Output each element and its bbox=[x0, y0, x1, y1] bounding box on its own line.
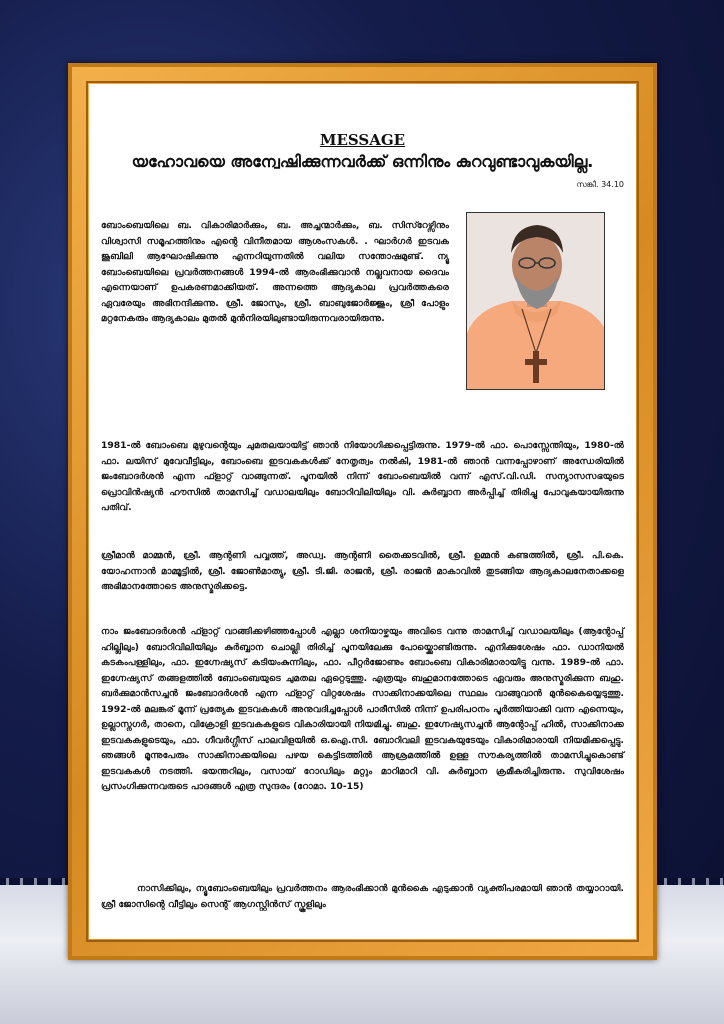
paragraph-leaders: ശ്രീമാൻ മാമ്മൻ, ശ്രീ. ആന്റണി പവ്വത്ത്, അഡ്വ. ആന്റണി തൈക്കടവിൽ, ശ്രീ. ഉമ്മൻ കണ്ടത്തിൽ, ശ്രീ. പി.കെ. യോഹന്നാൻ മാമ്മൂട്ടിൽ, ശ്രീ. ജോൺമാത്യു, ശ്രീ. ടി.ജി. രാജൻ, ശ്രീ. രാജൻ മാകാവിൽ തുടങ്ങിയ ആദ്യകാലനേതാക്കളെ അഭിമാനത്തോടെ അനുസ്മരിക്കട്ടെ. bbox=[101, 550, 624, 592]
paragraph-parishes: നാം ജംബോദർശൻ ഫ്ളാറ്റ് വാങ്ങിക്കഴിഞ്ഞപ്പോൾ എല്ലാ ശനിയാഴ്ചയും അവിടെ വന്നു താമസിച്ച് വഡാലയിലും (ആന്റോപ്പ് ഹില്ലിലും) ബോറിവിലിയിലും കുർബ്ബാന ചൊല്ലി തിരിച്ച് പൂനയിലേക്കു പോയ്ക്കൊണ്ടിരുന്നു. എനിക്കുശേഷം ഫാ. ഡാനിയൽ കടകംപള്ളിലും, ഫാ. ഇഗ്നേഷ്യസ് കടിയംകുന്നിലും, ഫാ. പീറ്റർജോണും ബോംബെ വികാരിമാരായിട്ടു വന്നു. 1989-ൽ ഫാ. ഇഗ്നേഷ്യസ് തങ്ങളത്തിൽ ബോംബെയുടെ ചുമതല ഏറ്റെടുത്തു. എത്രയും ബഹുമാനത്തോടെ ഏവരും അനുസ്മരിക്കുന്ന ബഹു. ബർക്കുമാൻസച്ചൻ ജംബോദർശൻ എന്ന ഫ്ളാറ്റ് വിറ്റശേഷം സാക്കിനാക്കയിലെ സ്ഥലം വാങ്ങുവാൻ മുൻകൈയ്യെടുത്തു. 1992-ൽ മലങ്കര് മൂന്ന് പ്രത്യേക ഇടവകകൾ അനുവദിച്ചപ്പോൾ പാരീസിൽ നിന്ന് ഉപരിപഠനം പൂർത്തിയാക്കി വന്ന എന്നെയും, ഉല്ലാസ്നഗർ, താനെ, വിക്രോളി ഇടവകകളുടെ വികാരിയായി നിയമിച്ചു. ബഹു. ഇഗ്നേഷ്യസച്ചൻ ആന്റോപ്പ് ഹിൽ, സാക്കിനാക്ക ഇടവകകളുടെയും, ഫാ. ഗീവർഗ്ഗീസ് പാലവിളയിൽ ഒ.ഐ.സി. ബോറിവലി ഇടവകയുടേയും വികാരിമാരായി നിയമിക്കപ്പെട്ടു. ഞങ്ങൾ മൂന്നുപേരും സാക്കിനാക്കയിലെ പഴയ കെട്ടിടത്തിൽ ആശ്രമത്തിൽ ഉള്ള സൗകര്യത്തിൽ താമസിച്ചുകൊണ്ട് ഇടവകകൾ നടത്തി. ഭയന്തറിലും, വസായ് റോഡിലും മറ്റും മാറിമാറി വി. കുർബ്ബാന ക്രമീകരിച്ചിരുന്നു. സുവിശേഷം പ്രസംഗിക്കുന്നവരുടെ പാദങ്ങൾ എത്ര സുന്ദരം (റോമാ. 10-15) bbox=[101, 626, 624, 792]
bishop-photo bbox=[466, 212, 605, 390]
gold-frame bbox=[68, 63, 657, 960]
paragraph-nasik: നാസിക്കിലും, ന്യൂബോംബെയിലും പ്രവർത്തനം ആരംഭിക്കാൻ മുൻകൈ എടുക്കാൻ വ്യക്തിപരമായി ഞാൻ തയ്യാറായി. ശ്രീ ജോസിന്റെ വീട്ടിലും സെന്റ് ആഗസ്റ്റിൻസ് സ്കൂളിലും bbox=[101, 883, 624, 910]
message-page bbox=[89, 84, 636, 939]
message-subtitle: യഹോവയെ അന്വേഷിക്കുന്നവർക്ക് ഒന്നിനും കുറവുണ്ടാവുകയില്ല. bbox=[131, 152, 594, 171]
portrait-illustration bbox=[467, 213, 605, 390]
paragraph-greeting: ബോംബെയിലെ ബ. വികാരിമാർക്കും, ബ. അച്ചന്മാർക്കും, ബ. സിസ്റേഴ്സിനും വിശ്വാസി സമൂഹത്തിനും എന്റെ വിനീതമായ ആശംസകൾ. . ഘാർഗർ ഇടവക ജൂബിലി ആഘോഷിക്കുന്നു എന്നറിയുന്നതിൽ വലിയ സന്തോഷമുണ്ട്. ന്യൂ ബോംബെയിലെ പ്രവർത്തനങ്ങൾ 1994-ൽ ആരംഭിക്കുവാൻ നല്ലവനായ ദൈവം എന്നെയാണ് ഉപകരണമാക്കിയത്. അന്നത്തെ ആദ്യകാല പ്രവർത്തകരെ ഏവരേയും അഭിനന്ദിക്കുന്നു. ശ്രീ. ജോസും, ശ്രീ. ബാബുജോർജ്ജും, ശ്രീ പോളും മറ്റനേകരും ആദ്യകാലം മുതൽ മുൻനിരയിലുണ്ടായിരുന്നവരായിരുന്നു. bbox=[101, 220, 449, 324]
paragraph-history: 1981-ൽ ബോംബെ മുഴുവന്റെയും ചുമതലയായിട്ട് ഞാൻ നിയോഗിക്കപ്പെട്ടിരുന്നു. 1979-ൽ ഫാ. പൊസ്സേന്തിയും, 1980-ൽ ഫാ. ലയിസ് മുവേവീട്ടിലും, ബോംബെ ഇടവകകൾക്ക് നേതൃത്വം നൽകി, 1981-ൽ ഞാൻ വന്നപ്പോഴാണ് അന്ധേരിയിൽ ജംബോദർശൻ എന്ന ഫ്ളാറ്റ് വാങ്ങുന്നത്. പൂനയിൽ നിന്ന് ബോംബെയിൽ വന്ന് എസ്.വി.ഡി. സന്യാസസഭയുടെ പ്രൊവിൻഷ്യൻ ഹൗസിൽ താമസിച്ച് വഡാലയിലും ബോറിവിലിയിലും വി. കുർബ്ബാന അർപ്പിച്ച് തിരിച്ചു പോവുകയായിരുന്നു പതിവ്. bbox=[101, 440, 624, 513]
message-title: MESSAGE bbox=[319, 131, 406, 149]
scripture-reference: സങ്കീ. 34.10 bbox=[576, 180, 624, 189]
